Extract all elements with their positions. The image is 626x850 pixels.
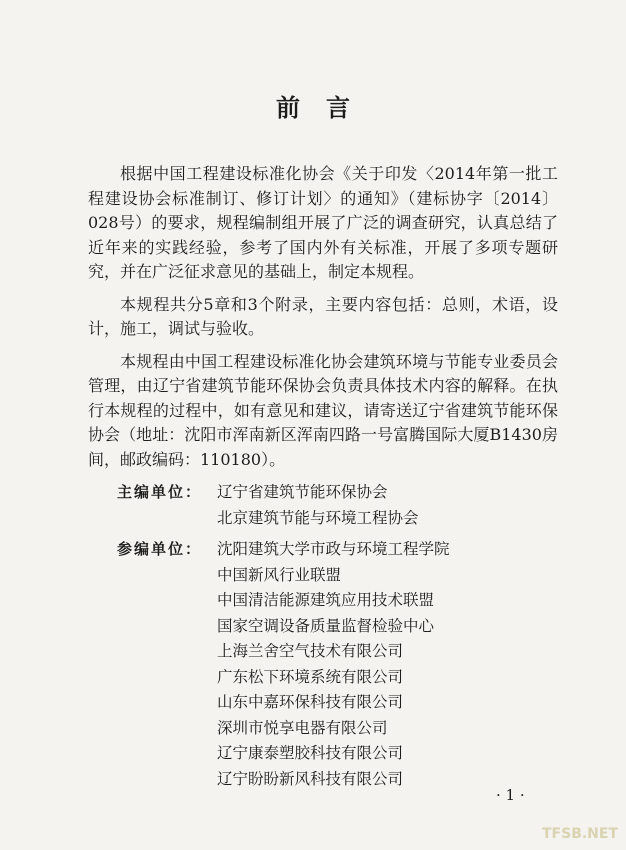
chief-units [117,480,547,531]
paragraph-1: 根据中国工程建设标准化协会《关于印发〈2014年第一批工程建设协会标准制订、修订计划〉的通知》（建标协字〔2014〕028号）的要求，规程编制组开展了广泛的调查研究，认真总结了近年来的实践经验，参考了国内外有关标准，开展了多项专题研究，并在广泛征求意见的基础上，制定本规程。 [88,164,558,281]
paragraph-3: 本规程由中国工程建设标准化协会建筑环境与节能专业委员会管理，由辽宁省建筑节能环保协会负责具体技术内容的解释。在执行本规程的过程中，如有意见和建议，请寄送辽宁省建筑节能环保协会（地址：沈阳市浑南新区浑南四路一号富腾国际大厦B1430房间，邮政编码：110180）。 [88,351,558,469]
units-section [117,480,547,798]
chief-unit-item: 北京建筑节能与环境工程协会 [217,508,419,527]
chief-unit-item: 辽宁省建筑节能环保协会 [217,483,388,501]
paragraph-2: 本规程共分5章和3个附录，主要内容包括：总则，术语，设计，施工，调试与验收。 [88,294,558,338]
chief-units-label: 主编单位： [117,483,203,501]
participating-unit-item: 上海兰舍空气技术有限公司 [217,642,404,660]
participating-unit-item: 沈阳建筑大学市政与环境工程学院 [217,540,450,558]
participating-units [117,537,547,792]
participating-unit-item: 国家空调设备质量监督检验中心 [217,616,435,635]
participating-unit-item: 辽宁康泰塑胶科技有限公司 [217,744,404,762]
chief-units-list [217,480,547,531]
preface-body [88,162,558,480]
watermark: TFSB.NET [542,826,619,842]
participating-units-list [217,537,547,792]
participating-unit-item: 中国清洁能源建筑应用技术联盟 [217,591,435,609]
participating-unit-item: 中国新风行业联盟 [217,565,342,584]
participating-unit-item: 深圳市悦享电器有限公司 [217,718,388,737]
page-title: 前言 [276,94,376,122]
page-number: · 1 · [496,786,525,804]
participating-units-label: 参编单位： [117,540,203,558]
participating-unit-item: 广东松下环境系统有限公司 [217,667,404,686]
participating-unit-item: 山东中嘉环保科技有限公司 [217,693,404,711]
participating-unit-item: 辽宁盼盼新风科技有限公司 [217,769,404,788]
